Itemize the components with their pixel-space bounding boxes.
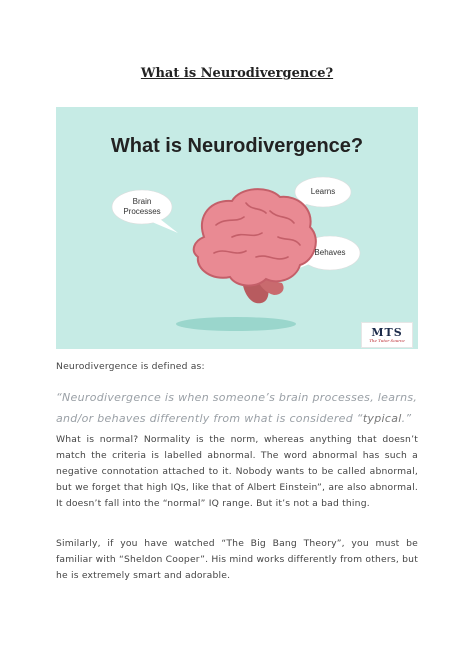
hero-heading: What is Neurodivergence? xyxy=(110,135,364,157)
normality-paragraph: What is normal? Normality is the norm, whereas anything that doesn’t match the criteria is labelled abnormal. The word abnormal has such a negative connotation attached to it. Nobody wants to be called abnormal, but we forget that high IQs, like that of Albert Einstein”, are also abnormal. It doesn’t fall into the “normal” IQ range. But it’s not a bad thing. xyxy=(56,434,418,509)
big-bang-paragraph: Similarly, if you have watched “The Big Bang Theory”, you must be familiar with “Sheldon Cooper”. His mind works differently from others, but he is extremely smart and adorable. xyxy=(56,538,418,581)
bubble-label-brain-processes xyxy=(112,197,172,217)
quote-end: .” xyxy=(401,412,412,425)
definition-quote xyxy=(56,387,418,429)
bubble-label-line: Processes xyxy=(123,207,161,216)
bubble-label-line: Brain xyxy=(132,197,152,206)
intro-paragraph: Neurodivergence is defined as: xyxy=(56,361,205,372)
logo-subtitle: The Tutor Source xyxy=(369,337,405,343)
brain-shape xyxy=(194,189,316,303)
shadow-ellipse xyxy=(176,317,296,331)
bubble-label-behaves: Behaves xyxy=(314,248,346,257)
bubble-label-learns: Learns xyxy=(310,187,336,196)
quote-text: “Neurodivergence is when someone’s brain processes, learns, and/or behaves differently from what is considered “ xyxy=(56,391,418,425)
logo xyxy=(361,322,413,348)
quote-highlight: typical xyxy=(362,412,402,425)
logo-mark: MTS xyxy=(371,325,403,339)
document-title: What is Neurodivergence? xyxy=(140,66,334,81)
hero-image xyxy=(56,107,418,349)
